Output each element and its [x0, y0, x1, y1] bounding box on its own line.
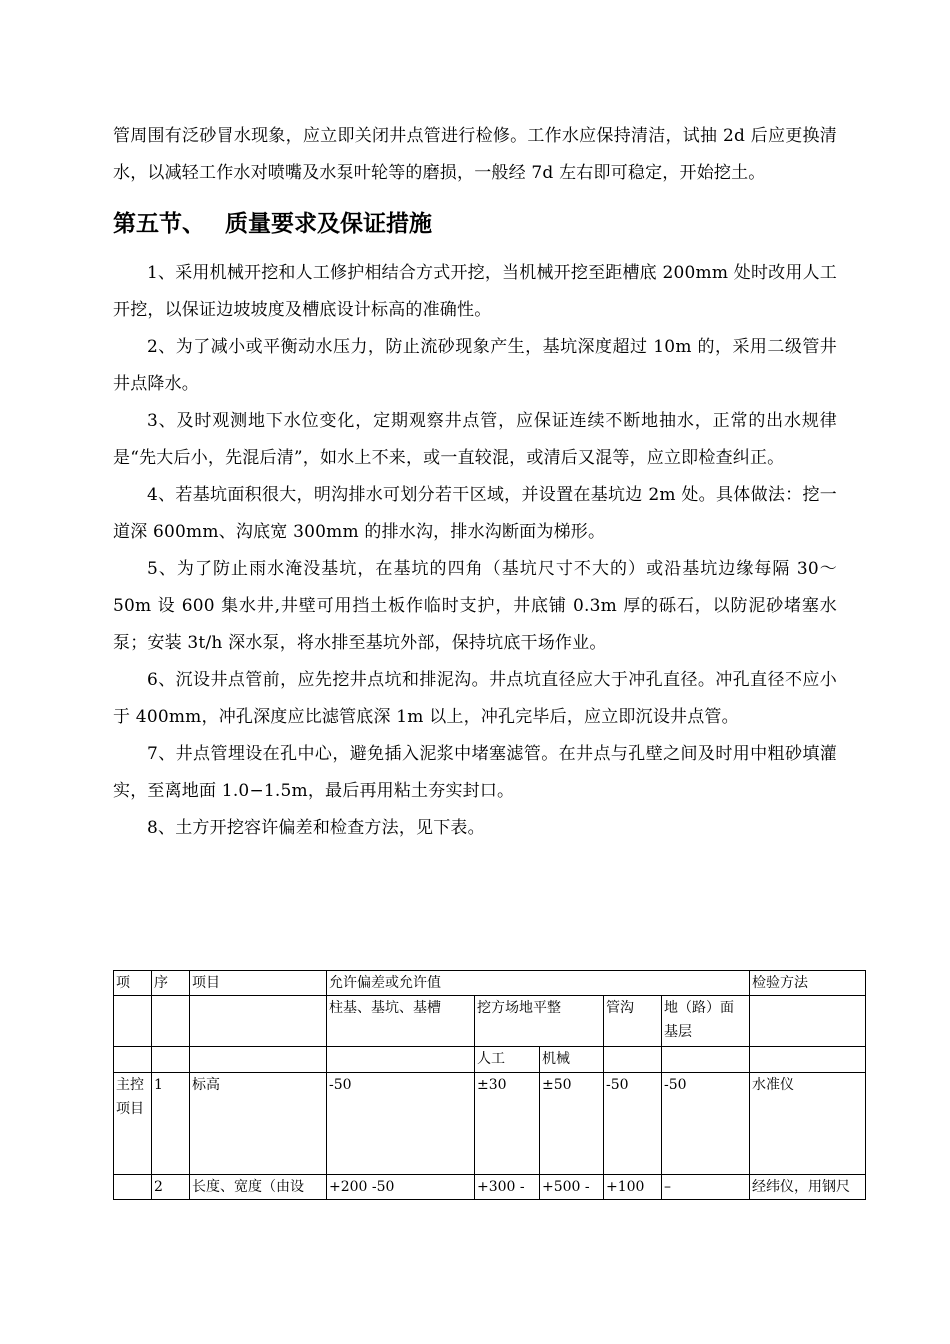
table-subsub-row	[114, 1047, 866, 1073]
row-manual: +300 -	[475, 1175, 540, 1200]
row-name: 长度、宽度（由设	[190, 1175, 327, 1200]
row-manual: ±30	[475, 1073, 540, 1175]
header-method: 检验方法	[750, 971, 866, 996]
row-trench: +100	[604, 1175, 662, 1200]
row-seq: 2	[152, 1175, 190, 1200]
list-item: 1、采用机械开挖和人工修护相结合方式开挖，当机械开挖至距槽底 200mm 处时改用人工开挖，以保证边坡坡度及槽底设计标高的准确性。	[113, 263, 837, 320]
row-method: 经纬仪，用钢尺	[750, 1175, 866, 1200]
table-row	[114, 1175, 866, 1200]
header-item: 项	[114, 971, 152, 996]
subheader-surface: 地（路）面基层	[662, 996, 750, 1047]
header-name: 项目	[190, 971, 327, 996]
list-item: 8、土方开挖容许偏差和检查方法，见下表。	[147, 818, 485, 838]
row-surface: –	[662, 1175, 750, 1200]
section-number: 第五节、	[113, 211, 205, 237]
list-item: 4、若基坑面积很大，明沟排水可划分若干区域，并设置在基坑边 2m 处。具体做法：挖一道深 600mm、沟底宽 300mm 的排水沟，排水沟断面为梯形。	[113, 485, 837, 542]
list-item: 7、井点管埋设在孔中心，避免插入泥浆中堵塞滤管。在井点与孔壁之间及时用中粗砂填灌实，至离地面 1.0−1.5m，最后再用粘土夯实封口。	[113, 744, 837, 801]
list-item: 6、沉设井点管前，应先挖井点坑和排泥沟。井点坑直径应大于冲孔直径。冲孔直径不应小于 400mm，冲孔深度应比滤管底深 1m 以上，冲孔完毕后，应立即沉设井点管。	[113, 670, 837, 727]
header-allowance: 允许偏差或允许值	[327, 971, 750, 996]
table-subheader-row	[114, 996, 866, 1047]
subheader-pit: 柱基、基坑、基槽	[327, 996, 475, 1047]
row-trench: -50	[604, 1073, 662, 1175]
row-pit: -50	[327, 1073, 475, 1175]
section-heading	[113, 207, 837, 241]
row-group: 主控项目	[114, 1073, 152, 1175]
row-seq: 1	[152, 1073, 190, 1175]
subsub-machine: 机械	[540, 1047, 604, 1073]
row-pit: +200 -50	[327, 1175, 475, 1200]
row-method: 水准仪	[750, 1073, 866, 1175]
list-item: 5、为了防止雨水淹没基坑，在基坑的四角（基坑尺寸不大的）或沿基坑边缘每隔 30～50m 设 600 集水井,井壁可用挡土板作临时支护，井底铺 0.3m 厚的砾石，以防泥砂堵塞水泵；安装 3t/h 深水泵，将水排至基坑外部，保持坑底干场作业。	[113, 559, 837, 653]
list-item: 2、为了减小或平衡动水压力，防止流砂现象产生，基坑深度超过 10m 的，采用二级管井井点降水。	[113, 337, 837, 394]
row-machine: +500 -	[540, 1175, 604, 1200]
document-page	[113, 118, 837, 847]
subheader-site: 挖方场地平整	[475, 996, 604, 1047]
table-row	[114, 1073, 866, 1175]
subheader-trench: 管沟	[604, 996, 662, 1047]
header-seq: 序	[152, 971, 190, 996]
row-surface: -50	[662, 1073, 750, 1175]
row-machine: ±50	[540, 1073, 604, 1175]
intro-paragraph: 管周围有泛砂冒水现象，应立即关闭井点管进行检修。工作水应保持清洁，试抽 2d 后应更换清水，以减轻工作水对喷嘴及水泵叶轮等的磨损，一般经 7d 左右即可稳定，开始挖土。	[113, 126, 837, 183]
tolerance-table	[113, 970, 866, 1200]
section-title: 质量要求及保证措施	[225, 211, 432, 237]
list-item: 3、及时观测地下水位变化，定期观察井点管，应保证连续不断地抽水，正常的出水规律是“先大后小，先混后清”，如水上不来，或一直较混，或清后又混等，应立即检查纠正。	[113, 411, 837, 468]
row-group	[114, 1175, 152, 1200]
table-header-row	[114, 971, 866, 996]
subsub-manual: 人工	[475, 1047, 540, 1073]
row-name: 标高	[190, 1073, 327, 1175]
